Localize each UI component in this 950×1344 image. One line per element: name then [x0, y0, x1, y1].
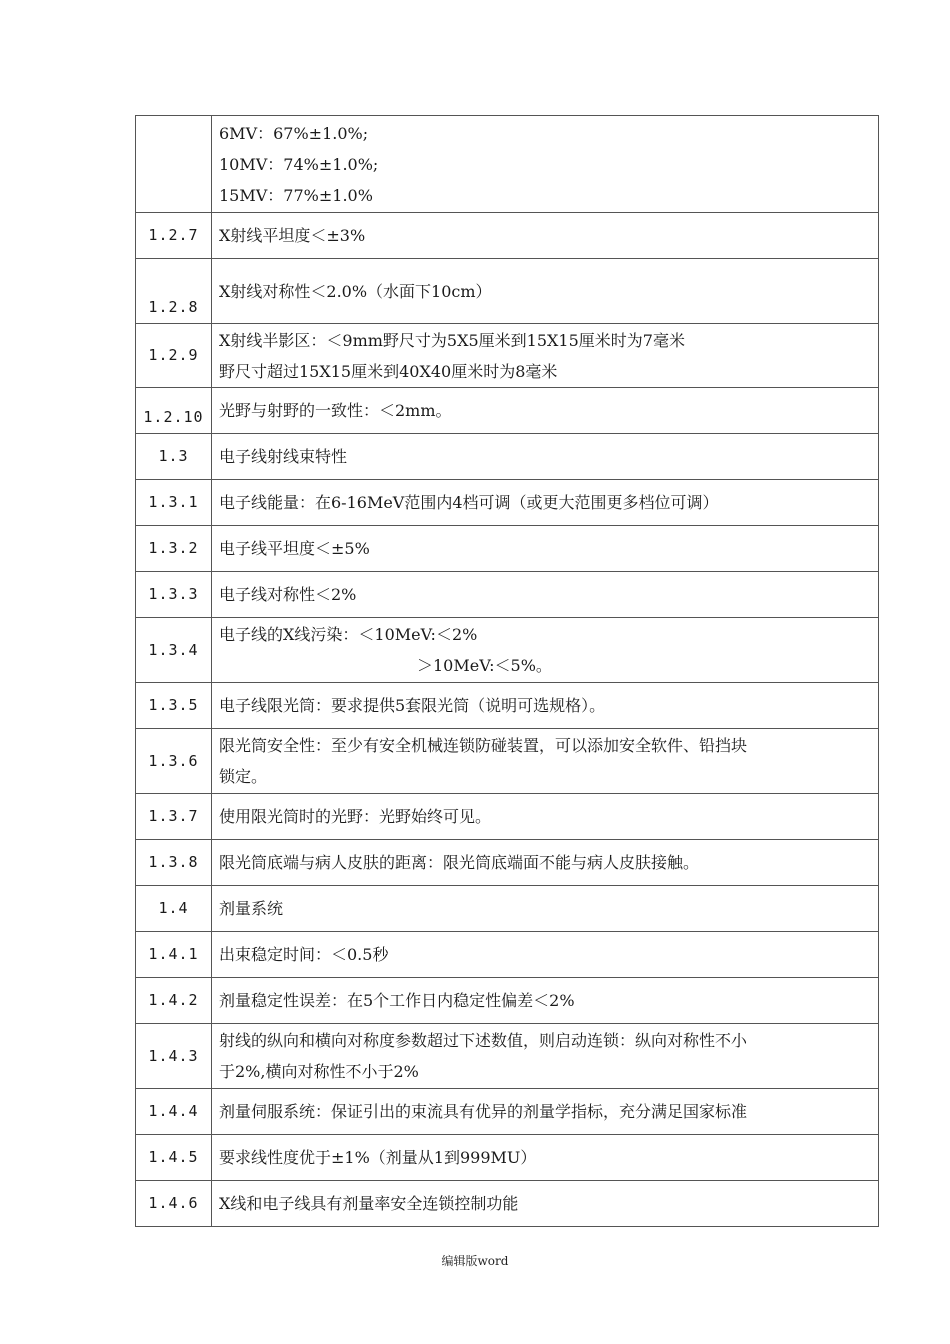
row-description — [212, 1135, 879, 1181]
row-description — [212, 618, 879, 683]
table-row — [136, 618, 879, 683]
row-description — [212, 1024, 879, 1089]
description-line: 10MV：74%±1.0%; — [219, 154, 379, 174]
description-line: 6MV：67%±1.0%; — [219, 123, 369, 143]
description-line: 剂量系统 — [219, 899, 284, 918]
description-line: 出束稳定时间：＜0.5秒 — [219, 945, 389, 964]
table-row — [136, 1181, 879, 1227]
row-description — [212, 978, 879, 1024]
description-line: 锁定。 — [219, 767, 268, 786]
table-row — [136, 324, 879, 388]
row-number: 1.4 — [136, 886, 212, 932]
description-line: 电子线射线束特性 — [219, 447, 348, 466]
row-number: 1.3.6 — [136, 729, 212, 794]
row-description — [212, 794, 879, 840]
row-description — [212, 683, 879, 729]
row-number: 1.4.3 — [136, 1024, 212, 1089]
description-line: 射线的纵向和横向对称度参数超过下述数值，则启动连锁：纵向对称性不小 — [219, 1031, 748, 1050]
row-description — [212, 434, 879, 480]
row-number: 1.2.9 — [136, 324, 212, 388]
row-description — [212, 886, 879, 932]
table-row — [136, 886, 879, 932]
table-row — [136, 978, 879, 1024]
description-line: 15MV：77%±1.0% — [219, 185, 373, 205]
description-line: 限光筒安全性：至少有安全机械连锁防碰装置，可以添加安全软件、铅挡块 — [219, 736, 748, 755]
table-row — [136, 259, 879, 324]
page-footer: 编辑版word — [441, 1254, 509, 1268]
description-line: 剂量稳定性误差：在5个工作日内稳定性偏差＜2% — [219, 991, 575, 1010]
row-number: 1.3.3 — [136, 572, 212, 618]
row-description — [212, 388, 879, 434]
description-line: 电子线能量：在6-16MeV范围内4档可调（或更大范围更多档位可调） — [219, 493, 719, 512]
table-row — [136, 729, 879, 794]
description-line: 电子线对称性＜2% — [219, 585, 357, 604]
row-number: 1.4.1 — [136, 932, 212, 978]
table-row — [136, 683, 879, 729]
row-description — [212, 213, 879, 259]
description-line: 电子线平坦度＜±5% — [219, 539, 370, 558]
row-description — [212, 1181, 879, 1227]
table-row — [136, 213, 879, 259]
description-line: X线和电子线具有剂量率安全连锁控制功能 — [219, 1194, 519, 1213]
row-number: 1.3.7 — [136, 794, 212, 840]
table-row — [136, 388, 879, 434]
row-number: 1.3.8 — [136, 840, 212, 886]
row-description — [212, 729, 879, 794]
table-row — [136, 434, 879, 480]
description-line: X射线对称性＜2.0%（水面下10cm） — [219, 281, 492, 301]
row-number: 1.3.2 — [136, 526, 212, 572]
description-line: 电子线限光筒：要求提供5套限光筒（说明可选规格）。 — [219, 696, 606, 715]
row-description — [212, 259, 879, 324]
spec-table — [135, 115, 879, 1227]
row-description — [212, 324, 879, 388]
description-line: 于2%,横向对称性不小于2% — [219, 1062, 419, 1081]
row-description — [212, 526, 879, 572]
row-description — [212, 116, 879, 213]
row-description — [212, 1089, 879, 1135]
row-number: 1.2.8 — [136, 259, 212, 324]
row-description — [212, 840, 879, 886]
table-row — [136, 1024, 879, 1089]
description-line: 电子线的X线污染：＜10MeV:＜2% — [219, 625, 478, 644]
description-line: 光野与射野的一致性：＜2mm。 — [219, 401, 452, 420]
table-row — [136, 480, 879, 526]
row-number: 1.3.5 — [136, 683, 212, 729]
row-number: 1.3 — [136, 434, 212, 480]
description-line: 使用限光筒时的光野：光野始终可见。 — [219, 807, 492, 826]
row-number: 1.4.2 — [136, 978, 212, 1024]
table-row — [136, 526, 879, 572]
table-row — [136, 572, 879, 618]
row-number: 1.4.4 — [136, 1089, 212, 1135]
row-number: 1.3.4 — [136, 618, 212, 683]
table-row — [136, 794, 879, 840]
row-number: 1.3.1 — [136, 480, 212, 526]
description-line: 限光筒底端与病人皮肤的距离：限光筒底端面不能与病人皮肤接触。 — [219, 853, 700, 872]
row-number: 1.2.10 — [136, 388, 212, 434]
row-description — [212, 572, 879, 618]
row-number: 1.4.6 — [136, 1181, 212, 1227]
table-row — [136, 840, 879, 886]
description-line: 野尺寸超过15X15厘米到40X40厘米时为8毫米 — [219, 361, 558, 381]
description-line: 要求线性度优于±1%（剂量从1到999MU） — [219, 1148, 537, 1167]
description-line: X射线平坦度＜±3% — [219, 226, 366, 245]
table-row — [136, 1089, 879, 1135]
table-row — [136, 1135, 879, 1181]
row-description — [212, 932, 879, 978]
row-number — [136, 116, 212, 213]
row-description — [212, 480, 879, 526]
description-line: X射线半影区：＜9mm野尺寸为5X5厘米到15X15厘米时为7毫米 — [219, 330, 685, 350]
table-row — [136, 116, 879, 213]
description-line: ＞10MeV:＜5%。 — [417, 656, 552, 675]
table-row — [136, 932, 879, 978]
description-line: 剂量伺服系统：保证引出的束流具有优异的剂量学指标，充分满足国家标准 — [219, 1102, 748, 1121]
row-number: 1.4.5 — [136, 1135, 212, 1181]
row-number: 1.2.7 — [136, 213, 212, 259]
